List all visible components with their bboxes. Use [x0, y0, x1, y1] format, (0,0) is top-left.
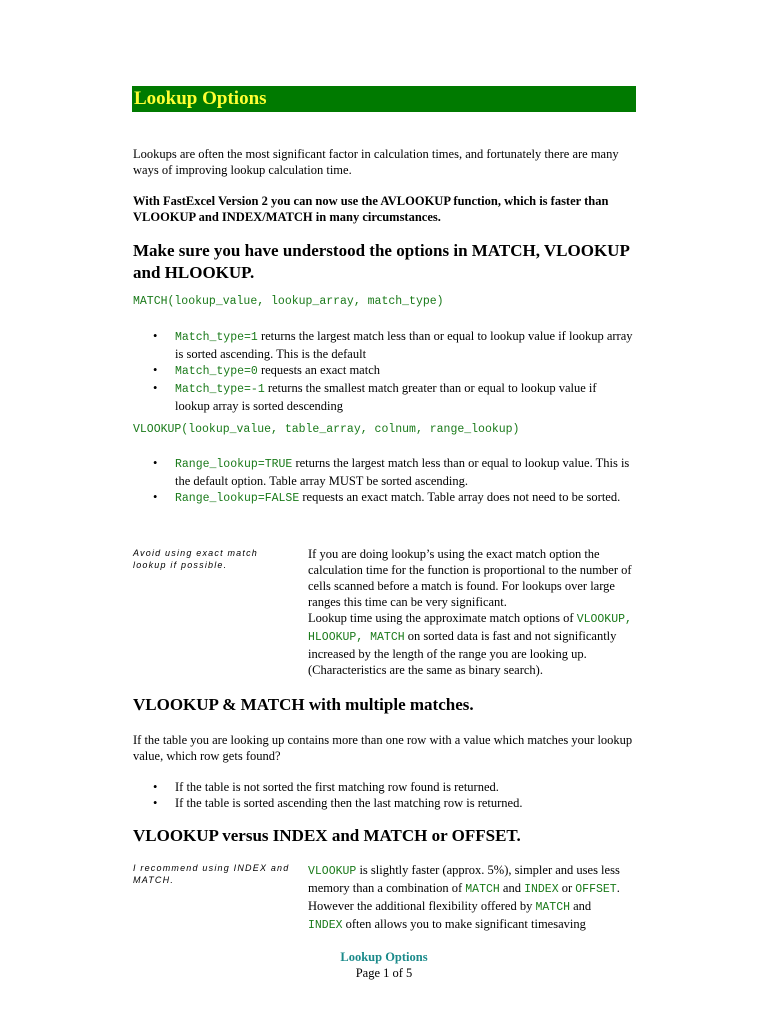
list-item: [133, 362, 633, 380]
list-item-code: Match_type=-1: [175, 383, 265, 396]
code-match: MATCH: [465, 883, 500, 896]
approx-code: VLOOKUP, HLOOKUP, MATCH: [308, 613, 632, 644]
list-item-text: returns the smallest match greater than or equal to lookup value if lookup array is sorted descending: [175, 381, 597, 413]
code-offset: OFFSET: [575, 883, 617, 896]
title-banner: [132, 86, 636, 112]
list-item: [133, 455, 633, 489]
list-item: [133, 328, 633, 362]
list-item-code: Match_type=1: [175, 331, 258, 344]
list-item: • If the table is not sorted the first matching row found is returned.: [133, 779, 633, 795]
text-segment: and: [570, 899, 592, 913]
exact-match-paragraph: If you are doing lookup’s using the exact match option the calculation time for the function is proportional to the number of cells scanned before a match is found. For lookups over large ranges this time can be very significant.: [308, 547, 632, 609]
footer-title: Lookup Options: [340, 950, 428, 964]
text-segment: . However the additional flexibility offered by: [308, 881, 620, 913]
code-index: INDEX: [524, 883, 559, 896]
exact-match-block: [308, 546, 638, 678]
match-syntax: MATCH(lookup_value, lookup_array, match_type): [133, 295, 444, 308]
intro-paragraph: Lookups are often the most significant factor in calculation times, and fortunately there are many ways of improving lookup calculation time.: [133, 147, 619, 177]
approx-text-post: on sorted data is fast and not significantly increased by the length of the range you are looking up. (Characteristics are the same as binary search).: [308, 629, 617, 677]
code-index: INDEX: [308, 919, 343, 932]
range-lookup-list: [133, 455, 633, 507]
vlookup-vs-index-block: [308, 862, 638, 934]
list-item-text: returns the largest match less than or equal to lookup value. This is the default option. Table array MUST be sorted ascending.: [175, 456, 630, 488]
text-segment: is slightly faster (approx. 5%), simpler and uses less memory than a combination of: [308, 863, 620, 895]
side-note-exact-match: Avoid using exact match lookup if possible.: [133, 548, 258, 570]
match-type-list: [133, 328, 633, 414]
list-item-text: requests an exact match: [257, 363, 380, 377]
section-heading-vlookup-vs-index: VLOOKUP versus INDEX and MATCH or OFFSET.: [133, 826, 521, 845]
list-item-text: returns the largest match less than or equal to lookup value if lookup array is sorted ascending. This is the default: [175, 329, 633, 361]
list-item-text: requests an exact match. Table array does not need to be sorted.: [299, 490, 621, 504]
section-heading-multiple-matches: VLOOKUP & MATCH with multiple matches.: [133, 695, 474, 714]
fastexcel-note: With FastExcel Version 2 you can now use the AVLOOKUP function, which is faster than VLOOKUP and INDEX/MATCH in many circumstances.: [133, 194, 609, 224]
code-vlookup: VLOOKUP: [308, 865, 357, 878]
section-heading-options: Make sure you have understood the options in MATCH, VLOOKUP and HLOOKUP.: [133, 241, 629, 282]
list-item: [133, 489, 633, 507]
list-item: [133, 380, 633, 414]
text-segment: and: [499, 881, 525, 895]
list-item-code: Range_lookup=TRUE: [175, 458, 293, 471]
vlookup-syntax: VLOOKUP(lookup_value, table_array, colnum, range_lookup): [133, 423, 520, 436]
page-title: Lookup Options: [134, 88, 267, 109]
approx-text-pre: Lookup time using the approximate match options of: [308, 611, 577, 625]
side-note-index-match: I recommend using INDEX and MATCH.: [133, 863, 290, 885]
list-item-code: Match_type=0: [175, 365, 258, 378]
code-match: MATCH: [535, 901, 570, 914]
footer-page-number: Page 1 of 5: [355, 966, 413, 980]
text-segment: often allows you to make significant timesaving: [342, 917, 586, 931]
multiple-matches-list: [133, 779, 633, 811]
text-segment: or: [558, 881, 576, 895]
list-item: • If the table is sorted ascending then the last matching row is returned.: [133, 795, 633, 811]
list-item-code: Range_lookup=FALSE: [175, 492, 300, 505]
multiple-matches-paragraph: If the table you are looking up contains more than one row with a value which matches your lookup value, which row gets found?: [133, 733, 633, 763]
